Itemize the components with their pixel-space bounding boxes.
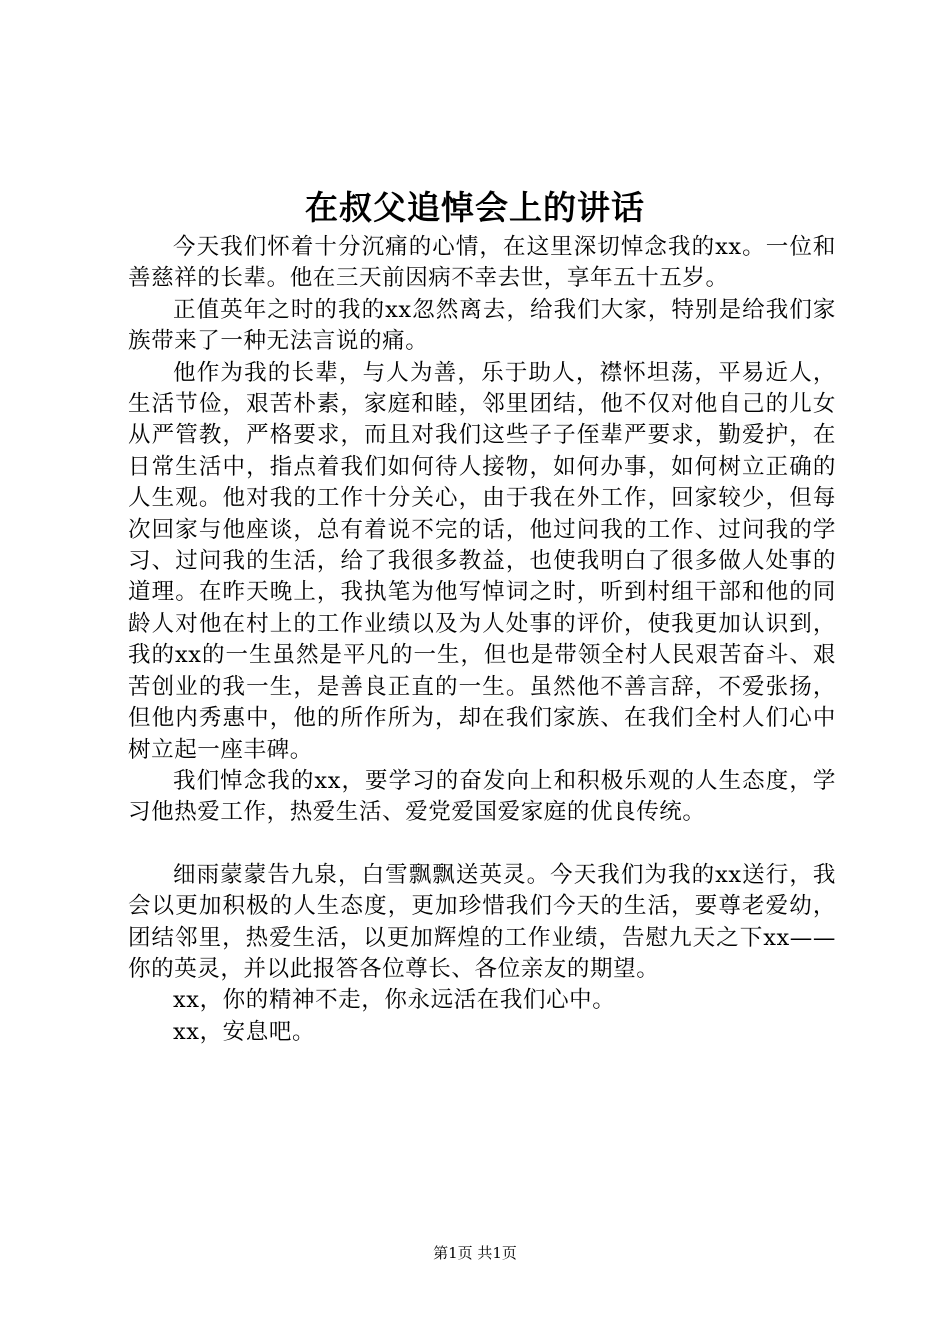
page-footer: 第1页 共1页	[433, 1244, 517, 1262]
document-body	[128, 232, 836, 1048]
paragraph-3: 他作为我的长辈，与人为善，乐于助人，襟怀坦荡，平易近人，生活节俭，艰苦朴素，家庭和睦，邻里团结，他不仅对他自己的儿女从严管教，严格要求，而且对我们这些子子侄辈严要求，勤爱护，在日常生活中，指点着我们如何待人接物，如何办事，如何树立正确的人生观。他对我的工作十分关心，由于我在外工作，回家较少，但每次回家与他座谈，总有着说不完的话，他过问我的工作、过问我的学习、过问我的生活，给了我很多教益，也使我明白了很多做人处事的道理。在昨天晚上，我执笔为他写悼词之时，听到村组干部和他的同龄人对他在村上的工作业绩以及为人处事的评价，使我更加认识到，我的xx的一生虽然是平凡的一生，但也是带领全村人民艰苦奋斗、艰苦创业的我一生，是善良正直的一生。虽然他不善言辞，不爱张扬，但他内秀惠中，他的所作所为，却在我们家族、在我们全村人们心中树立起一座丰碑。	[128, 359, 836, 763]
document-title: 在叔父追悼会上的讲话	[305, 188, 645, 227]
paragraph-6: xx，你的精神不走，你永远活在我们心中。	[173, 987, 616, 1014]
paragraph-4: 我们悼念我的xx，要学习的奋发向上和积极乐观的人生态度，学习他热爱工作，热爱生活、爱党爱国爱家庭的优良传统。	[128, 767, 836, 826]
paragraph-7: xx，安息吧。	[173, 1018, 316, 1045]
paragraph-2: 正值英年之时的我的xx忽然离去，给我们大家，特别是给我们家族带来了一种无法言说的痛。	[128, 296, 836, 355]
paragraph-5: 细雨蒙蒙告九泉，白雪飘飘送英灵。今天我们为我的xx送行，我会以更加积极的人生态度，更加珍惜我们今天的生活，要尊老爱幼，团结邻里，热爱生活，以更加辉煌的工作业绩，告慰九天之下xx——你的英灵，并以此报答各位尊长、各位亲友的期望。	[128, 861, 836, 982]
paragraph-1: 今天我们怀着十分沉痛的心情，在这里深切悼念我的xx。一位和善慈祥的长辈。他在三天前因病不幸去世，享年五十五岁。	[128, 234, 836, 292]
